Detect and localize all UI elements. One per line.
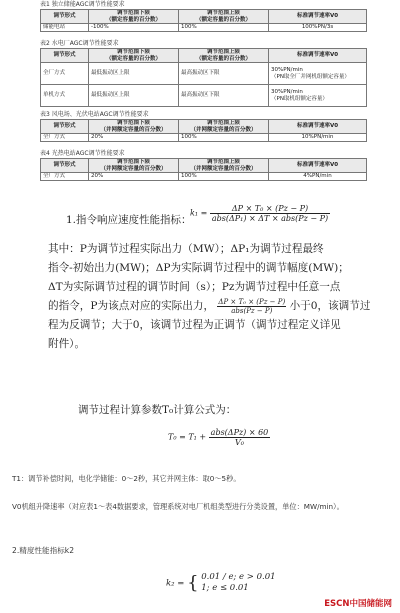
table-cell: 100% [179, 173, 269, 181]
header-cell: 标准调节速率V0 [269, 120, 367, 134]
paragraph-fragment: 小于0，该调节过 [289, 300, 371, 312]
formula-denominator: V₀ [234, 438, 244, 447]
paragraph-line-with-fraction [48, 297, 370, 316]
table-header-row [41, 49, 367, 63]
table-header-row [41, 159, 367, 173]
formula-numerator: ΔP × T₀ × (Pz − P) [210, 204, 330, 214]
case-line: 0.01 / e; e > 0.01 [201, 572, 276, 582]
paragraph-line: 程为反调节；大于0，该调节过程为正调节（调节过程定义详见 [48, 319, 341, 331]
table-caption: 表2 水电厂AGC调节性能要求 [40, 40, 119, 47]
header-cell: 调节形式 [41, 49, 89, 63]
v0-note: V0机组升降速率（对应表1～表4数据要求，管理系统对电厂机组类型进行分类设置，单位：MW/min）。 [12, 502, 344, 511]
header-cell: 调节形式 [41, 10, 89, 24]
formula-fraction [210, 204, 330, 223]
header-cell: 调节形式 [41, 120, 89, 134]
section-2-heading: 2.精度性能指标k2 [12, 546, 75, 555]
table-row [41, 134, 367, 142]
table-row [41, 85, 367, 107]
table-cell: 全厂方式 [41, 63, 89, 85]
header-cell: 调节范围下限 （并网额定容量的百分数） [89, 120, 179, 134]
table-cell: 储能电站 [41, 24, 89, 32]
table-row [41, 24, 367, 32]
table-cell: 30%PN/min （PN取全厂并网机组额定容量） [269, 63, 367, 85]
spec-table [40, 9, 367, 32]
formula-lhs: k₂ = [166, 578, 185, 589]
table-cell: 最高振动区下限 [179, 63, 269, 85]
table-2 [40, 40, 366, 107]
table-3 [40, 111, 366, 142]
header-cell: 调节形式 [41, 159, 89, 173]
formula-lhs: T₀ = T₁ + [168, 432, 207, 442]
spec-table [40, 158, 367, 181]
header-cell: 调节范围上限 （额定容量的百分数） [179, 49, 269, 63]
paragraph-line: 其中：P为调节过程实际出力（MW）；ΔP₁为调节过程最终 [48, 243, 324, 255]
table-cell: 100%PN/3s [269, 24, 367, 32]
table-cell: 100% [179, 24, 269, 32]
table-cell: 最低振动区上限 [89, 63, 179, 85]
k2-formula [166, 572, 276, 594]
table-cell: 20% [89, 134, 179, 142]
header-cell: 标准调节速率V0 [269, 49, 367, 63]
header-cell: 标准调节速率V0 [269, 10, 367, 24]
table-cell: 全厂方式 [41, 134, 89, 142]
left-brace: { [187, 572, 199, 594]
table-cell: 10%PN/min [269, 134, 367, 142]
table-cell: 最低振动区上限 [89, 85, 179, 107]
table-cell: 单机方式 [41, 85, 89, 107]
table-cell: 4%PN/min [269, 173, 367, 181]
formula-fraction [209, 428, 271, 447]
table-caption: 表1 独立储能AGC调节性能要求 [40, 1, 125, 8]
header-cell: 调节范围下限 （并网额定容量的百分数） [89, 159, 179, 173]
table-4 [40, 150, 366, 181]
header-cell: 调节范围下限 （额定容量的百分数） [89, 10, 179, 24]
header-cell: 调节范围上限 （额定容量的百分数） [179, 10, 269, 24]
t0-heading: 调节过程计算参数T₀计算公式为： [78, 404, 237, 416]
header-cell: 标准调节速率V0 [269, 159, 367, 173]
formula-denominator: abs(ΔP₁) × ΔT × abs(Pz − P) [211, 214, 329, 223]
paragraph-line: ΔT为实际调节过程的调节时间（s）；Pz为调节过程中任意一点 [48, 281, 341, 293]
escn-logo: ESCN中国储能网 [324, 599, 392, 609]
section-1-heading: 1.指令响应速度性能指标： [66, 214, 192, 226]
table-row [41, 63, 367, 85]
spec-table [40, 48, 367, 107]
header-cell: 调节范围下限 （额定容量的百分数） [89, 49, 179, 63]
paragraph-line: 指令-初始出力(MW)；ΔP为实际调节过程中的调节幅度(MW)； [48, 262, 349, 274]
t1-note: T1：调节补偿时间，电化学储能：0～2秒，其它并网主体：取0～5秒。 [12, 474, 241, 483]
inline-fraction [217, 298, 286, 315]
table-cell: 全厂方式 [41, 173, 89, 181]
t0-formula [168, 428, 270, 447]
formula-lhs: k₁ = [190, 208, 208, 218]
header-cell: 调节范围上限 （并网额定容量的百分数） [179, 120, 269, 134]
table-cell: 最高振动区下限 [179, 85, 269, 107]
table-1 [40, 1, 366, 32]
inline-numerator: ΔP × T₀ × (Pz − P) [218, 297, 286, 306]
formula-numerator: abs(ΔPz) × 60 [210, 428, 269, 437]
table-cell: 20% [89, 173, 179, 181]
table-cell: 30%PN/min （PN取机组额定容量） [269, 85, 367, 107]
paragraph-fragment: 的指令，P为该点对应的实际出力， [48, 300, 215, 312]
table-header-row [41, 120, 367, 134]
table-cell: -100% [89, 24, 179, 32]
k1-formula [190, 204, 330, 223]
case-line: 1; e ≤ 0.01 [201, 583, 249, 593]
spec-table [40, 119, 367, 142]
header-cell: 调节范围上限 （并网额定容量的百分数） [179, 159, 269, 173]
table-header-row [41, 10, 367, 24]
table-row [41, 173, 367, 181]
paragraph-line: 附件）。 [48, 338, 86, 350]
table-caption: 表4 光热电站AGC调节性能要求 [40, 150, 125, 157]
table-caption: 表3 风电场、光伏电站AGC调节性能要求 [40, 111, 149, 118]
section-1-paragraph [48, 240, 370, 354]
formula-cases [201, 572, 275, 594]
table-cell: 100% [179, 134, 269, 142]
inline-denominator: abs(Pz − P) [231, 306, 273, 315]
